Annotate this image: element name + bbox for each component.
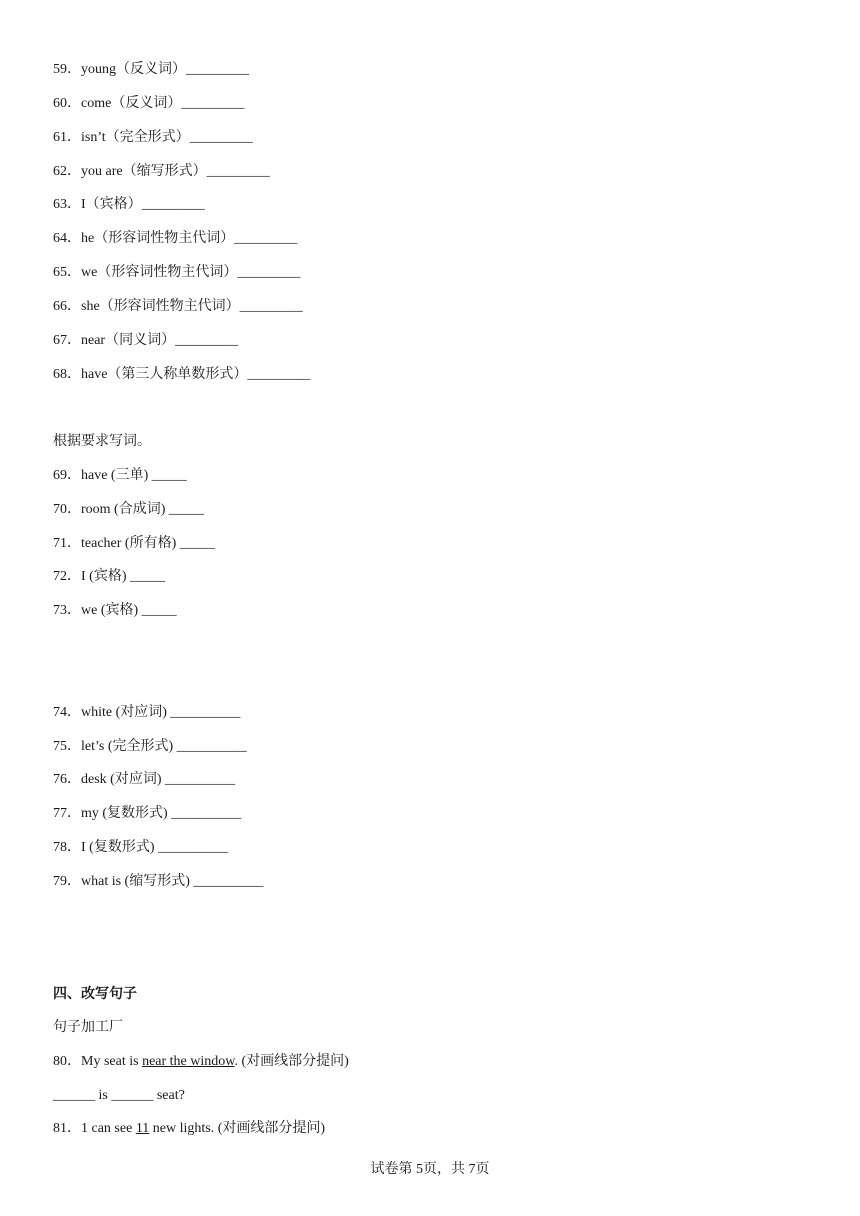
question-63 <box>53 195 205 215</box>
question-text: my (复数形式) __________ <box>81 806 242 821</box>
question-67 <box>53 331 238 351</box>
question-69 <box>53 466 187 486</box>
underlined-phrase: 11 <box>135 1121 150 1136</box>
question-number: 73． <box>53 603 81 618</box>
question-number: 81． <box>53 1121 81 1136</box>
question-number: 72． <box>53 569 81 584</box>
page-footer: 试卷第 5页，共 7页 <box>370 1162 490 1177</box>
underlined-phrase: near the window <box>142 1054 235 1069</box>
answer-template: ______ is ______ seat? <box>53 1088 185 1103</box>
question-number: 76． <box>53 772 81 787</box>
question-79 <box>53 872 263 892</box>
question-number: 78． <box>53 840 81 855</box>
question-64 <box>53 229 297 249</box>
question-73 <box>53 601 177 621</box>
question-text: desk (对应词) __________ <box>81 772 235 787</box>
question-text: I (宾格) _____ <box>81 569 165 584</box>
question-text: isn’t（完全形式）_________ <box>81 130 253 145</box>
question-number: 61． <box>53 130 81 145</box>
question-71 <box>53 534 215 554</box>
question-74 <box>53 703 240 723</box>
question-number: 67． <box>53 333 81 348</box>
question-text-before: 1 can see <box>81 1121 136 1136</box>
question-81 <box>53 1119 325 1139</box>
question-text: I (复数形式) __________ <box>81 840 228 855</box>
question-number: 65． <box>53 265 81 280</box>
question-text: come（反义词）_________ <box>81 96 245 111</box>
question-text: near（同义词）_________ <box>81 333 239 348</box>
question-number: 75． <box>53 739 81 754</box>
question-72 <box>53 567 165 587</box>
question-number: 79． <box>53 874 81 889</box>
question-number: 77． <box>53 806 81 821</box>
question-text: let’s (完全形式) __________ <box>81 739 247 754</box>
question-number: 74． <box>53 705 81 720</box>
question-75 <box>53 737 247 757</box>
question-text: young（反义词）_________ <box>81 62 249 77</box>
question-62 <box>53 162 270 182</box>
question-number: 70． <box>53 502 81 517</box>
question-text: we（形容词性物主代词）_________ <box>81 265 301 280</box>
question-number: 71． <box>53 536 81 551</box>
question-76 <box>53 770 235 790</box>
question-68 <box>53 365 310 385</box>
section-heading: 四、改写句子 <box>53 986 137 1002</box>
question-number: 68． <box>53 367 81 382</box>
question-text: he（形容词性物主代词）_________ <box>81 231 298 246</box>
question-70 <box>53 500 204 520</box>
question-60 <box>53 94 244 114</box>
question-78 <box>53 838 228 858</box>
question-77 <box>53 804 241 824</box>
question-61 <box>53 128 253 148</box>
question-text-before: My seat is <box>81 1054 143 1069</box>
question-number: 60． <box>53 96 81 111</box>
question-text: she（形容词性物主代词）_________ <box>81 299 303 314</box>
question-text: white (对应词) __________ <box>81 705 241 720</box>
question-number: 59． <box>53 62 81 77</box>
question-number: 80． <box>53 1054 81 1069</box>
question-text: we (宾格) _____ <box>81 603 177 618</box>
question-number: 69． <box>53 468 81 483</box>
question-text: have（第三人称单数形式）_________ <box>81 367 311 382</box>
instruction-text: 根据要求写词。 <box>53 434 151 449</box>
question-66 <box>53 297 303 317</box>
question-number: 62． <box>53 164 81 179</box>
question-text: have (三单) _____ <box>81 468 187 483</box>
question-number: 66． <box>53 299 81 314</box>
question-number: 64． <box>53 231 81 246</box>
question-text-after: . (对画线部分提问) <box>234 1054 349 1069</box>
question-text: you are（缩写形式）_________ <box>81 164 270 179</box>
question-text: room (合成词) _____ <box>81 502 204 517</box>
question-text: what is (缩写形式) __________ <box>81 874 264 889</box>
question-65 <box>53 263 300 283</box>
question-text-after: new lights. (对画线部分提问) <box>149 1121 326 1136</box>
question-text: teacher (所有格) _____ <box>81 536 215 551</box>
question-number: 63． <box>53 197 81 212</box>
section-subheading: 句子加工厂 <box>53 1020 123 1035</box>
question-59 <box>53 60 249 80</box>
question-text: I（宾格）_________ <box>81 197 205 212</box>
question-80 <box>53 1052 349 1072</box>
